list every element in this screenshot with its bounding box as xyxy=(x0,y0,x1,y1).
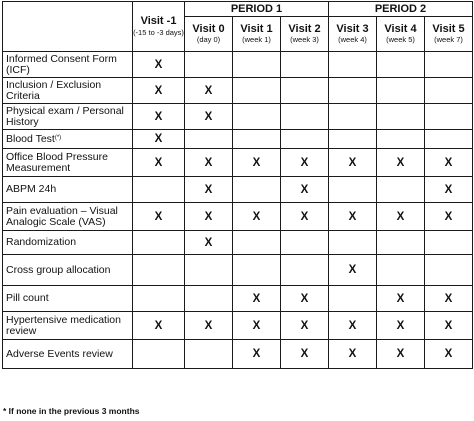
activity-row xyxy=(3,104,473,130)
visit-header-visit-4 xyxy=(377,17,425,52)
footnote-marker: (*) xyxy=(54,134,62,141)
schedule-mark-cell xyxy=(185,52,233,78)
activity-label-cell xyxy=(3,286,133,312)
schedule-mark-cell: X xyxy=(377,286,425,312)
visit-name: Visit -1 xyxy=(140,15,177,28)
visit-name: Visit 5 xyxy=(432,22,465,35)
activity-label: Physical exam / Personal History xyxy=(6,104,124,128)
visit-timing: (week 1) xyxy=(242,35,271,45)
activity-row xyxy=(3,286,473,312)
schedule-mark-cell: X xyxy=(329,149,377,177)
schedule-mark-cell: X xyxy=(281,312,329,340)
schedule-mark-cell xyxy=(233,52,281,78)
activity-label: Cross group allocation xyxy=(6,263,111,276)
activity-row xyxy=(3,203,473,231)
schedule-mark-cell xyxy=(329,177,377,203)
activity-label-cell xyxy=(3,130,133,149)
schedule-mark-cell xyxy=(329,130,377,149)
activity-label: Office Blood Pressure Measurement xyxy=(6,150,108,174)
schedule-mark-cell: X xyxy=(185,177,233,203)
activity-row xyxy=(3,149,473,177)
schedule-mark-cell: X xyxy=(133,149,185,177)
schedule-mark-cell: X xyxy=(377,149,425,177)
activity-row xyxy=(3,177,473,203)
activity-label-cell xyxy=(3,203,133,231)
schedule-mark-cell xyxy=(425,255,473,286)
visit-header-visit-3 xyxy=(329,17,377,52)
schedule-mark-cell: X xyxy=(133,312,185,340)
schedule-mark-cell: X xyxy=(281,203,329,231)
visit-name: Visit 4 xyxy=(384,22,417,35)
schedule-mark-cell: X xyxy=(425,177,473,203)
schedule-mark-cell xyxy=(281,255,329,286)
schedule-mark-cell: X xyxy=(329,255,377,286)
schedule-mark-cell xyxy=(233,104,281,130)
schedule-mark-cell xyxy=(329,104,377,130)
schedule-mark-cell xyxy=(233,231,281,255)
activity-label-cell xyxy=(3,104,133,130)
schedule-mark-cell: X xyxy=(185,149,233,177)
activity-label: Hypertensive medication review xyxy=(6,313,121,337)
schedule-mark-cell xyxy=(425,78,473,104)
schedule-mark-cell xyxy=(425,104,473,130)
schedule-mark-cell xyxy=(233,255,281,286)
schedule-mark-cell xyxy=(281,130,329,149)
schedule-mark-cell xyxy=(377,231,425,255)
schedule-mark-cell: X xyxy=(133,203,185,231)
schedule-mark-cell xyxy=(377,104,425,130)
schedule-mark-cell xyxy=(185,340,233,369)
activity-label-cell xyxy=(3,312,133,340)
schedule-mark-cell xyxy=(377,255,425,286)
activity-row xyxy=(3,340,473,369)
activity-label: Pain evaluation – Visual Analogic Scale (VAS) xyxy=(6,204,118,228)
schedule-mark-cell: X xyxy=(329,312,377,340)
schedule-mark-cell: X xyxy=(133,52,185,78)
visit-header-visit-minus-1 xyxy=(133,2,185,52)
schedule-mark-cell: X xyxy=(185,231,233,255)
activity-label-cell xyxy=(3,231,133,255)
schedule-mark-cell xyxy=(425,52,473,78)
schedule-mark-cell: X xyxy=(133,104,185,130)
schedule-mark-cell xyxy=(329,286,377,312)
visit-name: Visit 2 xyxy=(288,22,321,35)
schedule-mark-cell xyxy=(281,52,329,78)
schedule-mark-cell: X xyxy=(425,149,473,177)
activity-label: Pill count xyxy=(6,292,49,304)
schedule-mark-cell: X xyxy=(133,78,185,104)
visit-timing: (week 3) xyxy=(290,35,319,45)
schedule-mark-cell: X xyxy=(185,78,233,104)
schedule-mark-cell: X xyxy=(233,312,281,340)
schedule-mark-cell xyxy=(233,78,281,104)
activity-label: Inclusion / Exclusion Criteria xyxy=(6,78,102,102)
study-schedule-table xyxy=(2,1,473,369)
schedule-mark-cell: X xyxy=(425,312,473,340)
schedule-mark-cell: X xyxy=(185,203,233,231)
schedule-mark-cell: X xyxy=(281,149,329,177)
visit-header-visit-5 xyxy=(425,17,473,52)
schedule-mark-cell: X xyxy=(425,286,473,312)
period-2-header: PERIOD 2 xyxy=(329,2,473,17)
visit-timing: (week 7) xyxy=(434,35,463,45)
schedule-mark-cell: X xyxy=(377,312,425,340)
header-corner-cell xyxy=(3,2,133,52)
activity-row xyxy=(3,312,473,340)
activity-label: ABPM 24h xyxy=(6,183,57,195)
activity-label: Adverse Events review xyxy=(6,347,113,360)
visit-name: Visit 1 xyxy=(240,22,273,35)
schedule-mark-cell: X xyxy=(233,286,281,312)
schedule-mark-cell: X xyxy=(281,340,329,369)
visit-header-visit-0 xyxy=(185,17,233,52)
activity-row xyxy=(3,52,473,78)
schedule-mark-cell: X xyxy=(185,104,233,130)
schedule-mark-cell xyxy=(133,340,185,369)
activity-label-cell xyxy=(3,340,133,369)
schedule-mark-cell: X xyxy=(425,340,473,369)
schedule-mark-cell: X xyxy=(133,130,185,149)
schedule-mark-cell xyxy=(329,52,377,78)
schedule-mark-cell xyxy=(281,231,329,255)
activity-row xyxy=(3,255,473,286)
schedule-mark-cell xyxy=(281,78,329,104)
activity-label-cell xyxy=(3,255,133,286)
schedule-mark-cell xyxy=(377,78,425,104)
activity-label: Blood Test xyxy=(6,132,55,145)
schedule-mark-cell: X xyxy=(329,340,377,369)
activity-row xyxy=(3,231,473,255)
visit-header-visit-1 xyxy=(233,17,281,52)
schedule-mark-cell xyxy=(133,286,185,312)
schedule-mark-cell xyxy=(233,177,281,203)
schedule-mark-cell: X xyxy=(281,286,329,312)
schedule-mark-cell: X xyxy=(425,203,473,231)
schedule-mark-cell: X xyxy=(377,340,425,369)
activity-label-cell xyxy=(3,149,133,177)
activity-row xyxy=(3,130,473,149)
activity-label: Randomization xyxy=(6,236,77,248)
schedule-mark-cell xyxy=(329,78,377,104)
schedule-mark-cell: X xyxy=(377,203,425,231)
schedule-mark-cell: X xyxy=(233,149,281,177)
schedule-mark-cell xyxy=(233,130,281,149)
visit-timing: (week 4) xyxy=(338,35,367,45)
schedule-mark-cell xyxy=(133,255,185,286)
schedule-mark-cell xyxy=(425,130,473,149)
schedule-mark-cell: X xyxy=(281,177,329,203)
schedule-mark-cell xyxy=(329,231,377,255)
activity-label-cell xyxy=(3,52,133,78)
schedule-body xyxy=(3,52,473,369)
schedule-mark-cell xyxy=(377,177,425,203)
activity-label-cell xyxy=(3,177,133,203)
schedule-mark-cell xyxy=(185,255,233,286)
schedule-mark-cell xyxy=(185,286,233,312)
schedule-mark-cell: X xyxy=(329,203,377,231)
period-1-header: PERIOD 1 xyxy=(185,2,329,17)
period-header-row xyxy=(3,2,473,17)
activity-row xyxy=(3,78,473,104)
activity-label-cell xyxy=(3,78,133,104)
visit-name: Visit 0 xyxy=(192,22,225,35)
schedule-mark-cell xyxy=(281,104,329,130)
schedule-mark-cell xyxy=(425,231,473,255)
schedule-mark-cell: X xyxy=(185,312,233,340)
visit-timing: (day 0) xyxy=(196,35,221,45)
table-footnote: * If none in the previous 3 months xyxy=(3,406,140,416)
schedule-mark-cell xyxy=(185,130,233,149)
activity-label: Informed Consent Form (ICF) xyxy=(6,52,117,76)
schedule-mark-cell: X xyxy=(233,340,281,369)
visit-name: Visit 3 xyxy=(336,22,369,35)
visit-header-visit-2 xyxy=(281,17,329,52)
schedule-mark-cell xyxy=(377,130,425,149)
visit-timing: (-15 to -3 days) xyxy=(133,27,184,37)
schedule-mark-cell xyxy=(377,52,425,78)
schedule-mark-cell: X xyxy=(233,203,281,231)
schedule-mark-cell xyxy=(133,177,185,203)
visit-timing: (week 5) xyxy=(386,35,415,45)
schedule-mark-cell xyxy=(133,231,185,255)
